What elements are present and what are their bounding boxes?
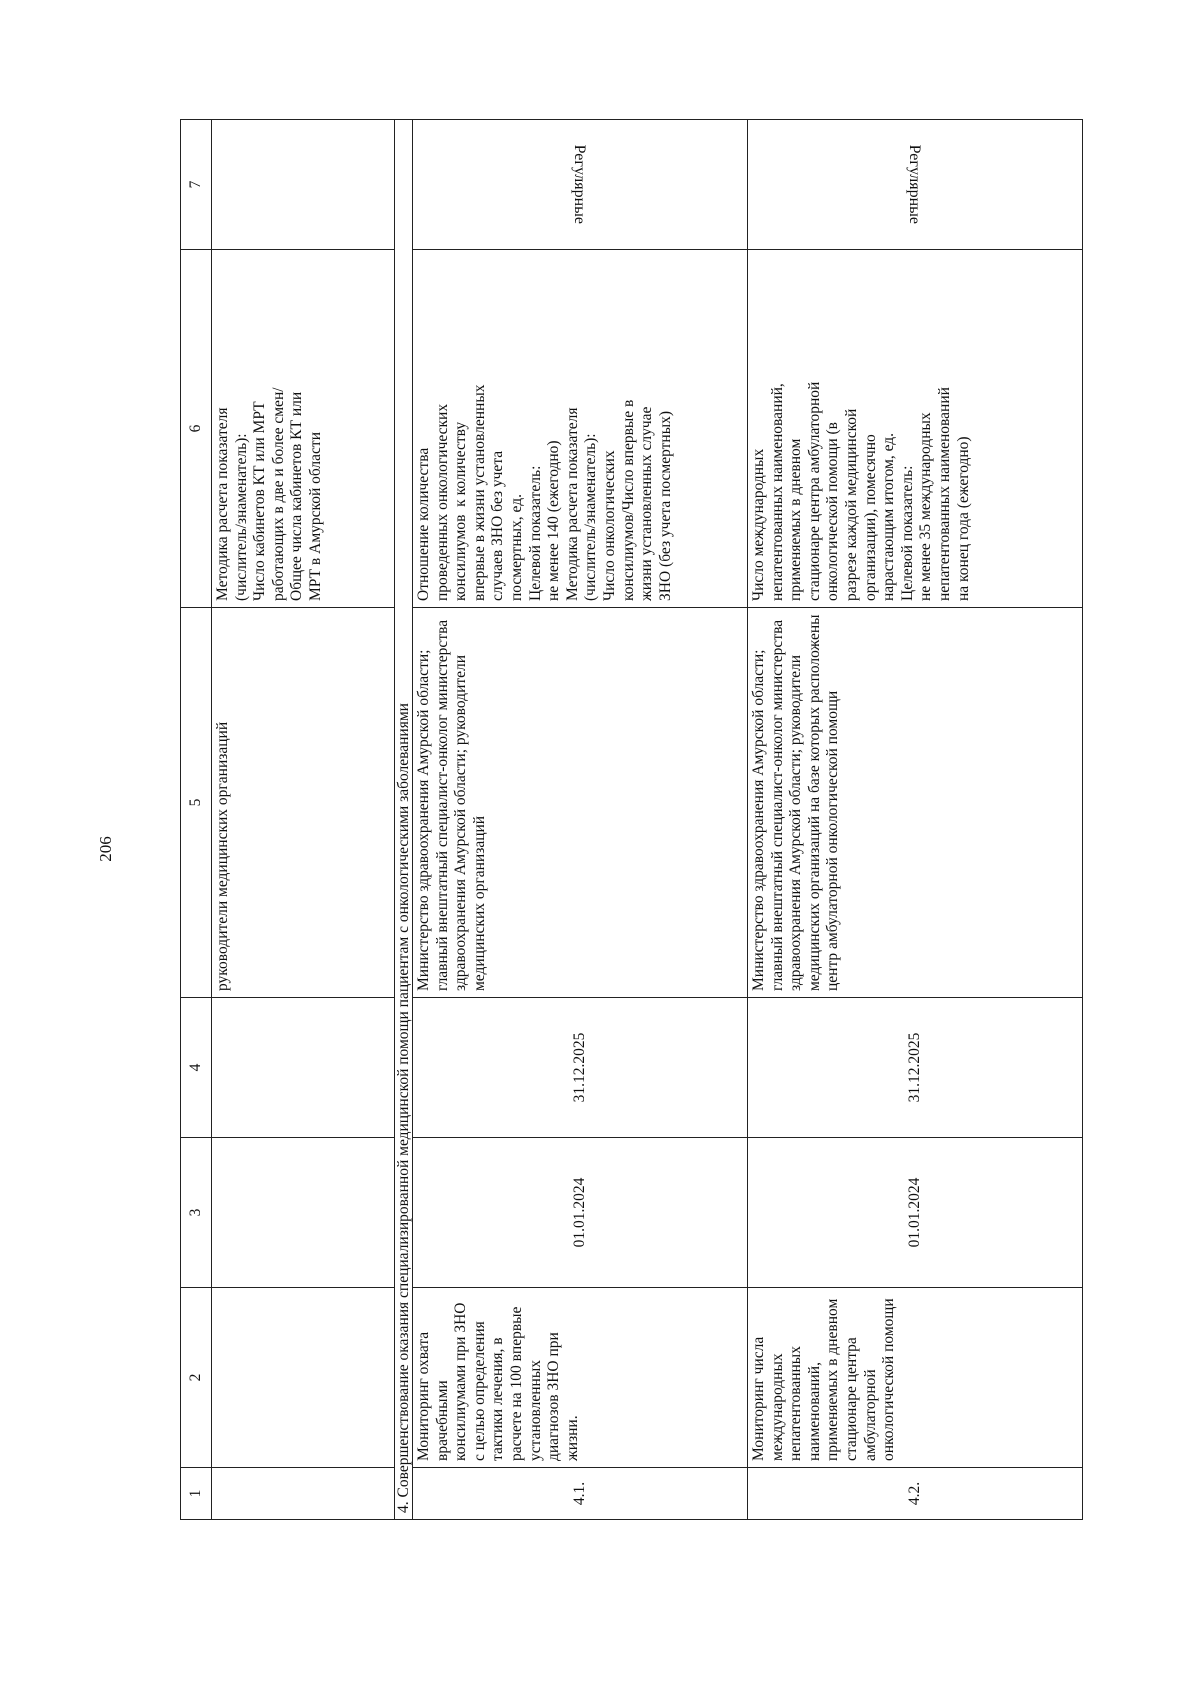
- measures-table: [180, 119, 1083, 1520]
- cell-empty: [212, 998, 395, 1138]
- methodology-line: онкологической помощи (в: [824, 422, 842, 601]
- end-date: 31.12.2025: [413, 998, 748, 1138]
- methodology-line: МРТ в Амурской области: [306, 432, 324, 601]
- methodology-line: непатентованных наименований: [935, 387, 953, 601]
- methodology-line: Число кабинетов КТ или МРТ: [251, 401, 269, 601]
- methodology-line: (числитель/знаменатель):: [582, 433, 600, 601]
- cell-empty: [212, 1468, 395, 1520]
- continued-row: [212, 120, 395, 1520]
- table-row: [413, 120, 748, 1520]
- methodology-line: случаев ЗНО без учета: [489, 450, 507, 601]
- methodology-line: не менее 140 (ежегодно): [545, 440, 563, 601]
- start-date: 01.01.2024: [748, 1138, 1083, 1288]
- header-cell: 5: [181, 608, 212, 998]
- methodology-line: посмертных, ед.: [507, 494, 525, 601]
- methodology-line: Целевой показатель:: [898, 465, 916, 601]
- responsible-cell: Министерство здравоохранения Амурской области; главный внештатный специалист-онколог министерства здравоохранения Амурской области; руководители медицинских организаций: [413, 608, 748, 998]
- header-cell: 3: [181, 1138, 212, 1288]
- methodology-line: организации), помесячно: [861, 434, 879, 601]
- header-cell: 6: [181, 250, 212, 608]
- frequency-cell: [748, 120, 1083, 250]
- methodology-line: ЗНО (без учета посмертных): [656, 410, 674, 601]
- methodology-line: Число онкологических: [600, 450, 618, 601]
- methodology-line: впервые в жизни установленных: [470, 384, 488, 601]
- cell-empty: [212, 1288, 395, 1468]
- methodology-cell: [748, 250, 1083, 608]
- frequency-cell: [413, 120, 748, 250]
- cell-empty: [212, 120, 395, 250]
- methodology-line: непатентованных наименований,: [768, 383, 786, 601]
- table-row: [748, 120, 1083, 1520]
- page-number: 206: [96, 836, 115, 862]
- section-title: 4. Совершенствование оказания специализированной медицинской помощи пациентам с онкологическими заболеваниями: [395, 120, 413, 1520]
- section-row: [395, 120, 413, 1520]
- measure-name: Мониторинг охвата врачебными консилиумами при ЗНО с целью определения тактики лечения, в расчете на 100 впервые установленных диагнозов ЗНО при жизни.: [413, 1288, 748, 1468]
- methodology-line: не менее 35 международных: [917, 412, 935, 601]
- frequency-text: Регулярные: [571, 144, 589, 225]
- methodology-line: Методика расчета показателя: [214, 407, 231, 601]
- responsible-cell: Министерство здравоохранения Амурской области; главный внештатный специалист-онколог министерства здравоохранения Амурской области; руководители медицинских организаций на базе которых расположены центр амбулаторной онкологической помощи: [748, 608, 1083, 998]
- measure-name: Мониторинг числа международных непатентованных наименований, применяемых в дневном стационаре центра амбулаторной онкологической помощи: [748, 1288, 1083, 1468]
- methodology-line: работающих в две и более смен/: [269, 387, 287, 601]
- rotated-table-container: [180, 120, 1120, 1520]
- frequency-text: Регулярные: [906, 144, 924, 225]
- methodology-line: жизни установленных случае: [638, 406, 656, 601]
- methodology-cell: [212, 250, 395, 608]
- methodology-line: Отношение количества: [415, 447, 432, 601]
- methodology-line: применяемых в дневном: [787, 438, 805, 601]
- methodology-line: Целевой показатель:: [526, 465, 544, 601]
- end-date: 31.12.2025: [748, 998, 1083, 1138]
- header-cell: 1: [181, 1468, 212, 1520]
- row-number: 4.2.: [748, 1468, 1083, 1520]
- methodology-line: консилиумов/Число впервые в: [619, 399, 637, 601]
- methodology-line: Число международных: [750, 448, 767, 601]
- responsible-cell: руководители медицинских организаций: [212, 608, 395, 998]
- methodology-line: на конец года (ежегодно): [954, 436, 972, 601]
- methodology-line: нарастающим итогом, ед.: [880, 432, 898, 601]
- methodology-line: разрезе каждой медицинской: [842, 408, 860, 601]
- header-cell: 7: [181, 120, 212, 250]
- methodology-cell: [413, 250, 748, 608]
- start-date: 01.01.2024: [413, 1138, 748, 1288]
- methodology-line: проведенных онкологических: [433, 403, 451, 601]
- methodology-line: Методика расчета показателя: [563, 407, 581, 601]
- methodology-line: Общее числа кабинетов КТ или: [288, 391, 306, 601]
- methodology-line: консилиумов к количеству: [452, 421, 470, 601]
- methodology-line: (числитель/знаменатель):: [232, 433, 250, 601]
- header-cell: 2: [181, 1288, 212, 1468]
- header-cell: 4: [181, 998, 212, 1138]
- methodology-line: стационаре центра амбулаторной: [805, 381, 823, 601]
- cell-empty: [212, 1138, 395, 1288]
- row-number: 4.1.: [413, 1468, 748, 1520]
- header-row: [181, 120, 212, 1520]
